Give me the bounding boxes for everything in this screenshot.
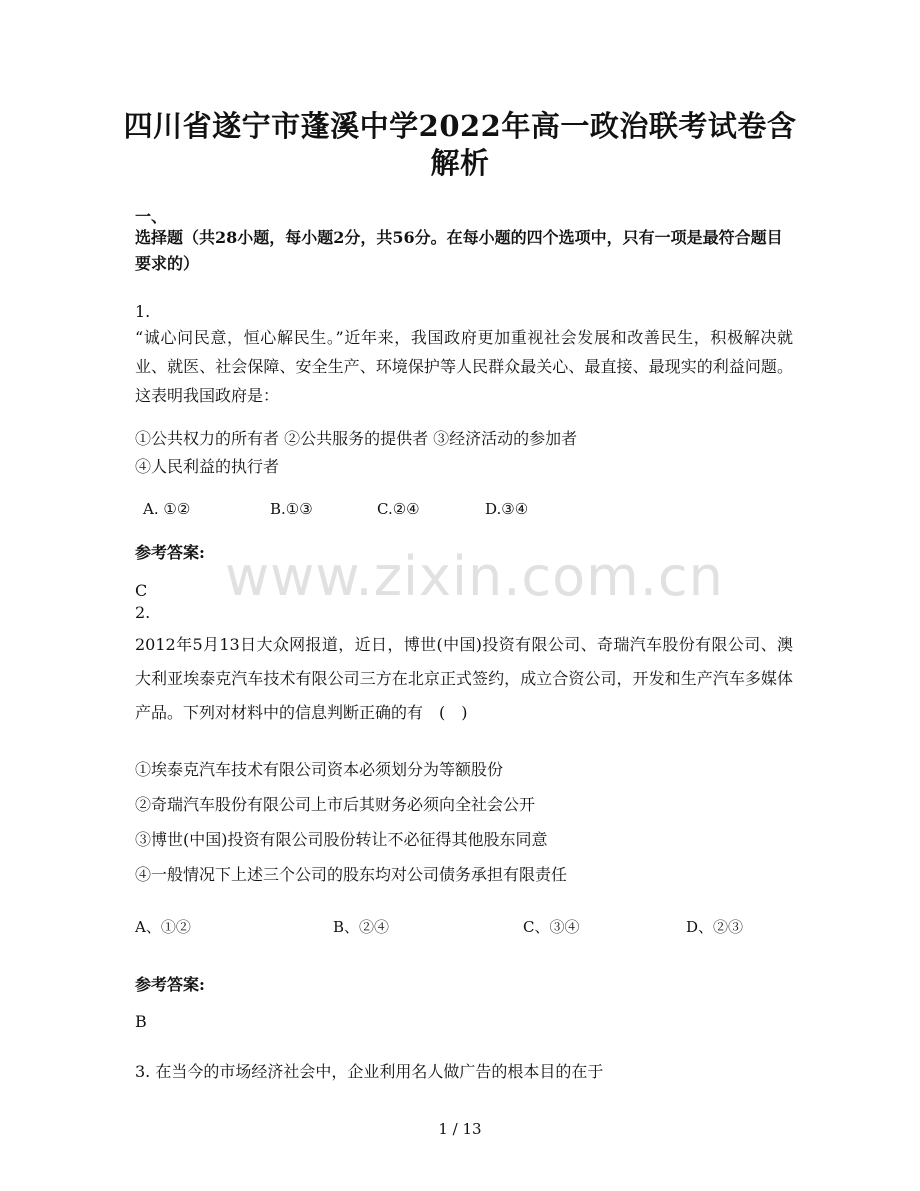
question-2-choice-a: A、①② xyxy=(135,918,191,936)
section-description: 选择题（共28小题，每小题2分，共56分。在每小题的四个选项中，只有一项是最符合题目要求的） xyxy=(135,228,783,273)
document-title: 四川省遂宁市蓬溪中学2022年高一政治联考试卷含解析 xyxy=(123,109,797,180)
question-3-stem: 在当今的市场经济社会中，企业利用名人做广告的根本目的在于 xyxy=(155,1062,604,1081)
question-3-number: 3. xyxy=(135,1062,151,1081)
question-1-choice-d: D.③④ xyxy=(485,500,529,518)
question-2-choice-c: C、③④ xyxy=(523,918,580,936)
question-1-answer: C xyxy=(135,581,148,600)
question-2-statement-1: ①埃泰克汽车技术有限公司资本必须划分为等额股份 xyxy=(135,760,504,779)
question-1-answer-label: 参考答案: xyxy=(135,543,205,562)
watermark: www.zixin.com.cn xyxy=(225,545,724,608)
section-number: 一、 xyxy=(135,207,168,226)
question-2-statement-2: ②奇瑞汽车股份有限公司上市后其财务必须向全社会公开 xyxy=(135,795,536,814)
question-2-answer: B xyxy=(135,1012,147,1031)
question-1-statements-line-2: ④人民利益的执行者 xyxy=(135,457,280,476)
question-3 xyxy=(135,1059,603,1082)
page-indicator: 1 / 13 xyxy=(438,1120,482,1138)
question-1-choice-c: C.②④ xyxy=(377,500,420,518)
question-1-stem: “诚心问民意，恒心解民生。”近年来，我国政府更加重视社会发展和改善民生，积极解决就业、就医、社会保障、安全生产、环境保护等人民群众最关心、最直接、最现实的利益问题。这表明我国政府是： xyxy=(135,328,793,405)
question-2-statement-3: ③博世(中国)投资有限公司股份转让不必征得其他股东同意 xyxy=(135,830,548,849)
question-2-choice-b: B、②④ xyxy=(333,918,390,936)
question-2-answer-label: 参考答案: xyxy=(135,975,205,994)
question-1-choice-a: A. ①② xyxy=(143,500,191,518)
question-1-number: 1. xyxy=(135,302,151,321)
question-2-number: 2. xyxy=(135,603,151,622)
question-2-stem: 2012年5月13日大众网报道，近日，博世(中国)投资有限公司、奇瑞汽车股份有限公司、澳大利亚埃泰克汽车技术有限公司三方在北京正式签约，成立合资公司，开发和生产汽车多媒体产品。下列对材料中的信息判断正确的有 ( ) xyxy=(135,635,793,722)
question-1-statements-line-1: ①公共权力的所有者 ②公共服务的提供者 ③经济活动的参加者 xyxy=(135,429,578,448)
question-2-choice-d: D、②③ xyxy=(686,918,744,936)
question-1-choice-b: B.①③ xyxy=(270,500,313,518)
question-2-statement-4: ④一般情况下上述三个公司的股东均对公司债务承担有限责任 xyxy=(135,865,568,884)
